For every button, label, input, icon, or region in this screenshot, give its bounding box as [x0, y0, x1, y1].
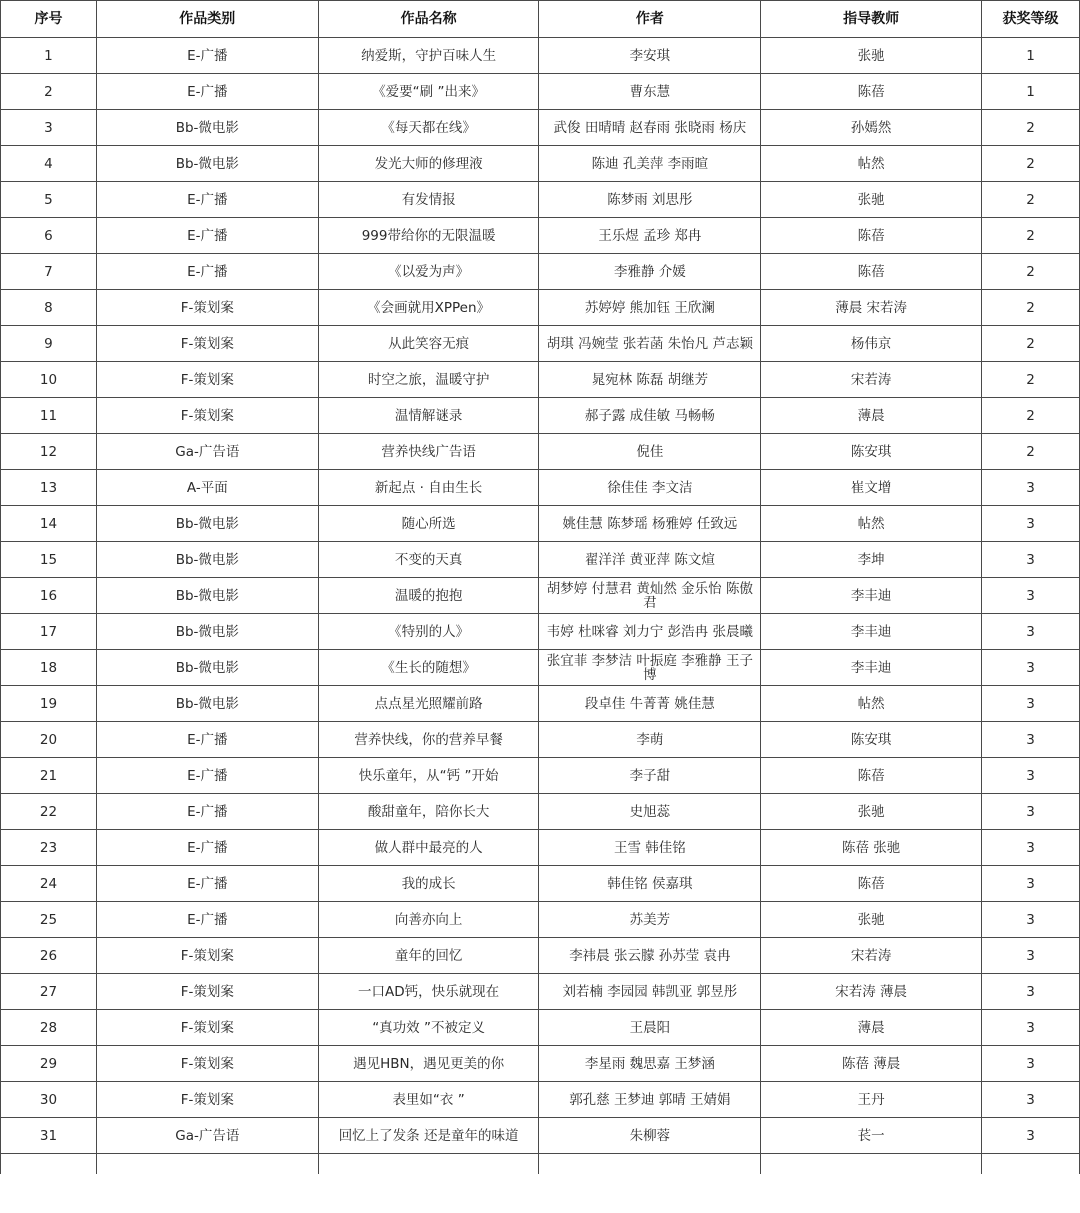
header-index: 序号 [1, 1, 97, 38]
cell-category: Ga-广告语 [96, 1118, 318, 1154]
empty-cell [761, 1154, 982, 1175]
cell-index: 9 [1, 326, 97, 362]
cell-category: E-广播 [96, 794, 318, 830]
cell-index: 15 [1, 542, 97, 578]
empty-cell [539, 1154, 761, 1175]
cell-index: 16 [1, 578, 97, 614]
cell-award-level: 1 [982, 74, 1080, 110]
cell-authors: 郭孔慈 王梦迪 郭晴 王婧娟 [539, 1082, 761, 1118]
cell-award-level: 3 [982, 578, 1080, 614]
table-row [1, 470, 1080, 506]
cell-index: 31 [1, 1118, 97, 1154]
cell-advisor: 李坤 [761, 542, 982, 578]
cell-index: 13 [1, 470, 97, 506]
cell-authors: 陈迪 孔美萍 李雨暄 [539, 146, 761, 182]
cell-award-level: 3 [982, 794, 1080, 830]
cell-index: 24 [1, 866, 97, 902]
cell-award-level: 2 [982, 110, 1080, 146]
table-row [1, 578, 1080, 614]
table-row [1, 794, 1080, 830]
cell-work-title: 不变的天真 [318, 542, 539, 578]
cell-category: E-广播 [96, 722, 318, 758]
cell-category: F-策划案 [96, 398, 318, 434]
cell-authors: 韩佳铭 侯嘉琪 [539, 866, 761, 902]
cell-authors: 倪佳 [539, 434, 761, 470]
cell-award-level: 3 [982, 830, 1080, 866]
cell-award-level: 3 [982, 1118, 1080, 1154]
cell-index: 14 [1, 506, 97, 542]
table-row [1, 830, 1080, 866]
cell-category: Bb-微电影 [96, 614, 318, 650]
cell-advisor: 陈蓓 [761, 866, 982, 902]
cell-advisor: 薄晨 [761, 398, 982, 434]
cell-award-level: 2 [982, 254, 1080, 290]
cell-advisor: 李丰迪 [761, 614, 982, 650]
table-row [1, 1010, 1080, 1046]
cell-index: 22 [1, 794, 97, 830]
cell-advisor: 杨伟京 [761, 326, 982, 362]
cell-category: E-广播 [96, 254, 318, 290]
cell-work-title: 做人群中最亮的人 [318, 830, 539, 866]
cell-work-title: 童年的回忆 [318, 938, 539, 974]
table-row [1, 1082, 1080, 1118]
cell-index: 27 [1, 974, 97, 1010]
cell-index: 4 [1, 146, 97, 182]
cell-index: 20 [1, 722, 97, 758]
cell-authors: 王雪 韩佳铭 [539, 830, 761, 866]
cell-index: 3 [1, 110, 97, 146]
header-work-title: 作品名称 [318, 1, 539, 38]
cell-category: F-策划案 [96, 290, 318, 326]
cell-category: F-策划案 [96, 938, 318, 974]
cell-work-title: 纳爱斯，守护百味人生 [318, 38, 539, 74]
table-row [1, 758, 1080, 794]
cell-advisor: 薄晨 宋若涛 [761, 290, 982, 326]
cell-authors: 李安琪 [539, 38, 761, 74]
cell-advisor: 苌一 [761, 1118, 982, 1154]
cell-authors: 郝子露 成佳敏 马畅畅 [539, 398, 761, 434]
cell-award-level: 2 [982, 398, 1080, 434]
cell-award-level: 2 [982, 326, 1080, 362]
cell-category: Bb-微电影 [96, 650, 318, 686]
cell-advisor: 孙嫣然 [761, 110, 982, 146]
table-row [1, 902, 1080, 938]
cell-advisor: 陈蓓 [761, 254, 982, 290]
cell-award-level: 2 [982, 146, 1080, 182]
cell-work-title: 表里如“衣 ” [318, 1082, 539, 1118]
cell-work-title: 点点星光照耀前路 [318, 686, 539, 722]
cell-authors: 曹东慧 [539, 74, 761, 110]
empty-cell [982, 1154, 1080, 1175]
cell-advisor: 帖然 [761, 146, 982, 182]
cell-award-level: 3 [982, 866, 1080, 902]
cell-advisor: 陈安琪 [761, 434, 982, 470]
table-row [1, 74, 1080, 110]
cell-work-title: 酸甜童年，陪你长大 [318, 794, 539, 830]
cell-category: F-策划案 [96, 326, 318, 362]
cell-authors: 韦婷 杜咪睿 刘力宁 彭浩冉 张晨曦 [539, 614, 761, 650]
cell-category: Bb-微电影 [96, 110, 318, 146]
cell-index: 21 [1, 758, 97, 794]
cell-work-title: 《特别的人》 [318, 614, 539, 650]
cell-category: F-策划案 [96, 1046, 318, 1082]
cell-index: 11 [1, 398, 97, 434]
table-row [1, 650, 1080, 686]
table-row [1, 398, 1080, 434]
cell-authors: 史旭蕊 [539, 794, 761, 830]
empty-cell [96, 1154, 318, 1175]
cell-award-level: 2 [982, 182, 1080, 218]
table-row [1, 542, 1080, 578]
cell-work-title: 向善亦向上 [318, 902, 539, 938]
cell-authors: 苏婷婷 熊加钰 王欣澜 [539, 290, 761, 326]
cell-authors: 徐佳佳 李文洁 [539, 470, 761, 506]
cell-work-title: 《每天都在线》 [318, 110, 539, 146]
cell-award-level: 2 [982, 362, 1080, 398]
cell-index: 30 [1, 1082, 97, 1118]
table-row [1, 434, 1080, 470]
cell-advisor: 陈蓓 张驰 [761, 830, 982, 866]
cell-work-title: 《会画就用XPPen》 [318, 290, 539, 326]
cell-advisor: 李丰迪 [761, 578, 982, 614]
header-authors: 作者 [539, 1, 761, 38]
cell-index: 7 [1, 254, 97, 290]
table-row [1, 614, 1080, 650]
cell-award-level: 2 [982, 434, 1080, 470]
cell-category: E-广播 [96, 758, 318, 794]
header-row [1, 1, 1080, 38]
cell-award-level: 3 [982, 1082, 1080, 1118]
cell-work-title: 回忆上了发条 还是童年的味道 [318, 1118, 539, 1154]
cell-category: E-广播 [96, 866, 318, 902]
cell-award-level: 3 [982, 722, 1080, 758]
cell-award-level: 3 [982, 902, 1080, 938]
cell-category: E-广播 [96, 218, 318, 254]
cell-category: Bb-微电影 [96, 578, 318, 614]
cell-authors: 刘若楠 李园园 韩凯亚 郭昱彤 [539, 974, 761, 1010]
cell-advisor: 宋若涛 [761, 938, 982, 974]
header-advisor: 指导教师 [761, 1, 982, 38]
cell-advisor: 陈蓓 [761, 74, 982, 110]
cell-category: F-策划案 [96, 974, 318, 1010]
cell-award-level: 3 [982, 506, 1080, 542]
cell-authors: 段卓佳 牛菁菁 姚佳慧 [539, 686, 761, 722]
cell-authors: 晁宛林 陈磊 胡继芳 [539, 362, 761, 398]
cell-index: 5 [1, 182, 97, 218]
cell-category: Bb-微电影 [96, 506, 318, 542]
cell-index: 6 [1, 218, 97, 254]
cell-category: Ga-广告语 [96, 434, 318, 470]
cell-authors: 陈梦雨 刘思彤 [539, 182, 761, 218]
table-row [1, 722, 1080, 758]
cell-award-level: 2 [982, 290, 1080, 326]
cell-work-title: 温情解谜录 [318, 398, 539, 434]
table-row [1, 866, 1080, 902]
cell-category: F-策划案 [96, 1010, 318, 1046]
table-row [1, 182, 1080, 218]
cell-category: E-广播 [96, 182, 318, 218]
cell-advisor: 崔文增 [761, 470, 982, 506]
cell-index: 12 [1, 434, 97, 470]
table-row [1, 146, 1080, 182]
cell-index: 23 [1, 830, 97, 866]
cell-authors: 李祎晨 张云朦 孙苏莹 袁冉 [539, 938, 761, 974]
cell-category: E-广播 [96, 830, 318, 866]
table-row [1, 506, 1080, 542]
cell-advisor: 张驰 [761, 38, 982, 74]
cell-category: Bb-微电影 [96, 542, 318, 578]
empty-cell [318, 1154, 539, 1175]
cell-category: F-策划案 [96, 1082, 318, 1118]
table-row [1, 326, 1080, 362]
cell-advisor: 陈蓓 薄晨 [761, 1046, 982, 1082]
cell-authors: 翟洋洋 黄亚萍 陈文煊 [539, 542, 761, 578]
cell-authors: 李雅静 介媛 [539, 254, 761, 290]
cell-work-title: 《生长的随想》 [318, 650, 539, 686]
cell-authors: 苏美芳 [539, 902, 761, 938]
cell-award-level: 3 [982, 542, 1080, 578]
cell-award-level: 3 [982, 470, 1080, 506]
cell-authors: 朱柳蓉 [539, 1118, 761, 1154]
cell-authors: 胡琪 冯婉莹 张若菡 朱怡凡 芦志颖 [539, 326, 761, 362]
table-row [1, 254, 1080, 290]
cell-authors: 李子甜 [539, 758, 761, 794]
cell-index: 19 [1, 686, 97, 722]
cell-advisor: 陈蓓 [761, 758, 982, 794]
cell-work-title: 从此笑容无痕 [318, 326, 539, 362]
cell-category: E-广播 [96, 74, 318, 110]
cell-authors: 胡梦婷 付慧君 黄灿然 金乐怡 陈傲君 [539, 578, 761, 614]
cell-advisor: 陈蓓 [761, 218, 982, 254]
cell-work-title: 一口AD钙，快乐就现在 [318, 974, 539, 1010]
table-body [1, 38, 1080, 1175]
cell-authors: 王乐煜 孟珍 郑冉 [539, 218, 761, 254]
cell-advisor: 宋若涛 薄晨 [761, 974, 982, 1010]
empty-row [1, 1154, 1080, 1175]
cell-work-title: 发光大师的修理液 [318, 146, 539, 182]
cell-advisor: 陈安琪 [761, 722, 982, 758]
cell-index: 1 [1, 38, 97, 74]
cell-work-title: 我的成长 [318, 866, 539, 902]
cell-advisor: 张驰 [761, 182, 982, 218]
cell-index: 29 [1, 1046, 97, 1082]
cell-advisor: 帖然 [761, 686, 982, 722]
cell-index: 2 [1, 74, 97, 110]
cell-work-title: “真功效 ”不被定义 [318, 1010, 539, 1046]
table-row [1, 938, 1080, 974]
cell-award-level: 3 [982, 938, 1080, 974]
cell-award-level: 3 [982, 974, 1080, 1010]
table-row [1, 110, 1080, 146]
table-row [1, 218, 1080, 254]
cell-category: A-平面 [96, 470, 318, 506]
cell-award-level: 2 [982, 218, 1080, 254]
cell-work-title: 时空之旅，温暖守护 [318, 362, 539, 398]
cell-award-level: 3 [982, 758, 1080, 794]
table-row [1, 974, 1080, 1010]
cell-authors: 李星雨 魏思嘉 王梦涵 [539, 1046, 761, 1082]
cell-work-title: 遇见HBN，遇见更美的你 [318, 1046, 539, 1082]
cell-work-title: 999带给你的无限温暖 [318, 218, 539, 254]
table-row [1, 362, 1080, 398]
cell-authors: 王晨阳 [539, 1010, 761, 1046]
header-category: 作品类别 [96, 1, 318, 38]
cell-category: E-广播 [96, 38, 318, 74]
cell-advisor: 张驰 [761, 902, 982, 938]
cell-award-level: 3 [982, 650, 1080, 686]
cell-index: 8 [1, 290, 97, 326]
cell-work-title: 营养快线广告语 [318, 434, 539, 470]
cell-award-level: 3 [982, 1046, 1080, 1082]
cell-category: Bb-微电影 [96, 146, 318, 182]
cell-category: Bb-微电影 [96, 686, 318, 722]
header-award-level: 获奖等级 [982, 1, 1080, 38]
cell-index: 10 [1, 362, 97, 398]
cell-award-level: 3 [982, 686, 1080, 722]
cell-advisor: 帖然 [761, 506, 982, 542]
cell-work-title: 随心所选 [318, 506, 539, 542]
cell-work-title: 有发情报 [318, 182, 539, 218]
cell-work-title: 快乐童年，从“钙 ”开始 [318, 758, 539, 794]
cell-index: 26 [1, 938, 97, 974]
cell-award-level: 3 [982, 1010, 1080, 1046]
cell-authors: 张宜菲 李梦洁 叶振庭 李雅静 王子博 [539, 650, 761, 686]
table-row [1, 1046, 1080, 1082]
table-row [1, 1118, 1080, 1154]
empty-cell [1, 1154, 97, 1175]
cell-authors: 武俊 田晴晴 赵春雨 张晓雨 杨庆 [539, 110, 761, 146]
cell-award-level: 3 [982, 614, 1080, 650]
cell-authors: 李萌 [539, 722, 761, 758]
table-row [1, 290, 1080, 326]
cell-award-level: 1 [982, 38, 1080, 74]
cell-advisor: 薄晨 [761, 1010, 982, 1046]
cell-advisor: 张驰 [761, 794, 982, 830]
cell-work-title: 新起点 · 自由生长 [318, 470, 539, 506]
cell-index: 17 [1, 614, 97, 650]
cell-advisor: 王丹 [761, 1082, 982, 1118]
cell-category: F-策划案 [96, 362, 318, 398]
cell-index: 25 [1, 902, 97, 938]
cell-index: 28 [1, 1010, 97, 1046]
cell-index: 18 [1, 650, 97, 686]
cell-advisor: 宋若涛 [761, 362, 982, 398]
cell-work-title: 《爱要“刷 ”出来》 [318, 74, 539, 110]
table-row [1, 38, 1080, 74]
cell-work-title: 《以爱为声》 [318, 254, 539, 290]
table-row [1, 686, 1080, 722]
cell-category: E-广播 [96, 902, 318, 938]
cell-work-title: 营养快线，你的营养早餐 [318, 722, 539, 758]
cell-work-title: 温暖的抱抱 [318, 578, 539, 614]
cell-authors: 姚佳慧 陈梦瑶 杨雅婷 任致远 [539, 506, 761, 542]
cell-advisor: 李丰迪 [761, 650, 982, 686]
